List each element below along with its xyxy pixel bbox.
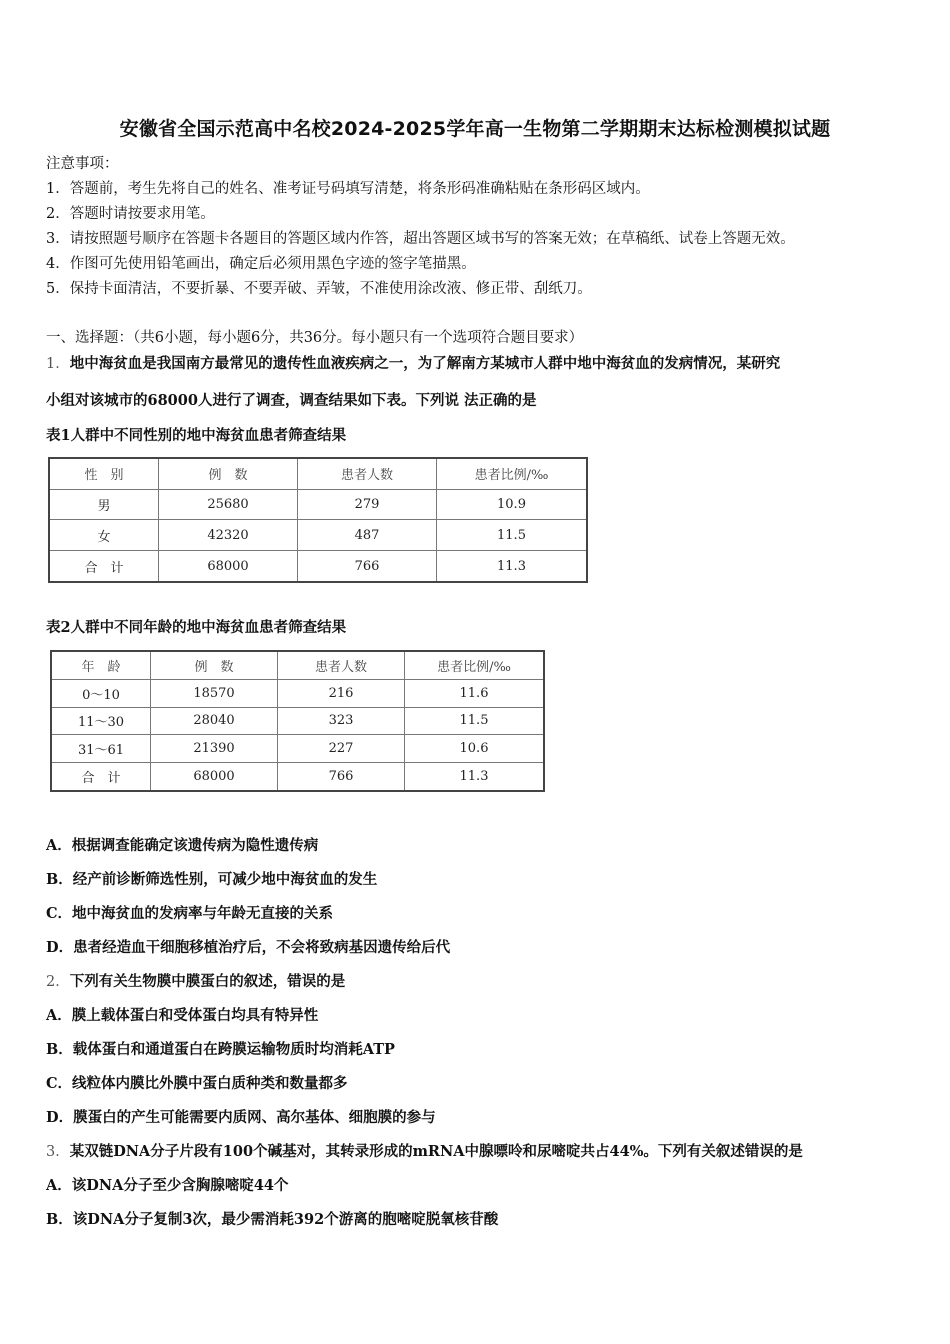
table-cell: 42320	[159, 520, 298, 551]
page-title: 安徽省全国示范高中名校2024-2025学年高一生物第二学期期末达标检测模拟试题	[119, 118, 831, 140]
option-letter: A．	[46, 1007, 72, 1024]
q1-stem-line1	[46, 352, 780, 373]
table-cell: 279	[298, 489, 437, 520]
table-cell: 11～30	[51, 707, 151, 735]
table-row	[51, 763, 544, 791]
q3-number: 3．	[46, 1144, 70, 1160]
q1-stem-line2: 小组对该城市的68000人进行了调查，调查结果如下表。下列说 法正确的是	[46, 392, 537, 409]
table-cell: 11.3	[405, 763, 545, 791]
q1-stem-text: 地中海贫血是我国南方最常见的遗传性血液疾病之一，为了解南方某城市人群中地中海贫血的发病情况，某研究	[69, 355, 781, 372]
table-row	[49, 551, 587, 582]
table-cell: 女	[49, 520, 159, 551]
q1-option-c	[46, 902, 333, 923]
option-text: 患者经造血干细胞移植治疗后，不会将致病基因遗传给后代	[73, 939, 451, 956]
table-cell: 11.5	[437, 520, 588, 551]
q2-option-a	[46, 1004, 318, 1025]
option-text: 该DNA分子至少含胸腺嘧啶44个	[71, 1177, 289, 1194]
q3-stem	[46, 1140, 803, 1161]
option-letter: A．	[46, 1177, 72, 1194]
table1-header: 患者人数	[298, 458, 437, 489]
option-letter: D．	[46, 939, 74, 956]
table-cell: 11.3	[437, 551, 588, 582]
option-letter: B．	[46, 1041, 73, 1058]
notice-item-1: 1．答题前，考生先将自己的姓名、准考证号码填写清楚，将条形码准确粘贴在条形码区域内。	[46, 181, 650, 197]
table1-header: 性 别	[49, 458, 159, 489]
table-cell: 68000	[151, 763, 278, 791]
table-row	[51, 679, 544, 707]
table-cell: 766	[298, 551, 437, 582]
table2-header: 例 数	[151, 651, 278, 679]
option-letter: D．	[46, 1109, 74, 1126]
table1-header: 例 数	[159, 458, 298, 489]
notice-item-3: 3．请按照题号顺序在答题卡各题目的答题区域内作答，超出答题区域书写的答案无效；在草稿纸、试卷上答题无效。	[46, 231, 795, 247]
notice-item-4: 4．作图可先使用铅笔画出，确定后必须用黑色字迹的签字笔描黑。	[46, 256, 476, 272]
table-cell: 227	[278, 735, 405, 763]
q2-option-b	[46, 1038, 395, 1059]
table-cell: 28040	[151, 707, 278, 735]
table-cell: 323	[278, 707, 405, 735]
notice-item-5: 5．保持卡面清洁，不要折暴、不要弄破、弄皱，不准使用涂改液、修正带、刮纸刀。	[46, 281, 592, 297]
table1-header-row	[49, 458, 587, 489]
q3-option-a	[46, 1174, 289, 1195]
q2-option-c	[46, 1072, 348, 1093]
table-cell: 11.6	[405, 679, 545, 707]
table-cell: 68000	[159, 551, 298, 582]
option-text: 膜蛋白的产生可能需要内质网、高尔基体、细胞膜的参与	[73, 1109, 436, 1126]
table-row	[49, 489, 587, 520]
option-letter: B．	[46, 871, 73, 888]
table-cell: 10.9	[437, 489, 588, 520]
q2-number: 2．	[46, 974, 70, 990]
notice-heading: 注意事项：	[46, 156, 119, 172]
table-cell: 766	[278, 763, 405, 791]
table2-header-row	[51, 651, 544, 679]
section-heading: 一、选择题：（共6小题，每小题6分，共36分。每小题只有一个选项符合题目要求）	[46, 330, 584, 346]
table1-header: 患者比例/‰	[437, 458, 588, 489]
q1-option-b	[46, 868, 377, 889]
table-row	[51, 735, 544, 763]
option-text: 载体蛋白和通道蛋白在跨膜运输物质时均消耗ATP	[72, 1041, 395, 1058]
q3-option-b	[46, 1208, 498, 1229]
option-text: 膜上载体蛋白和受体蛋白均具有特异性	[71, 1007, 319, 1024]
table-cell: 合 计	[51, 763, 151, 791]
table-row	[49, 520, 587, 551]
option-text: 地中海贫血的发病率与年龄无直接的关系	[72, 905, 334, 922]
table1-caption: 表1人群中不同性别的地中海贫血患者筛查结果	[46, 427, 347, 444]
table2-header: 患者比例/‰	[405, 651, 545, 679]
option-text: 根据调查能确定该遗传病为隐性遗传病	[71, 837, 319, 854]
table2-caption: 表2人群中不同年龄的地中海贫血患者筛查结果	[46, 619, 347, 636]
table2-header: 患者人数	[278, 651, 405, 679]
table-cell: 25680	[159, 489, 298, 520]
q1-option-a	[46, 834, 318, 855]
option-text: 经产前诊断筛选性别，可减少地中海贫血的发生	[72, 871, 378, 888]
table2	[50, 650, 545, 792]
table-cell: 10.6	[405, 735, 545, 763]
notice-item-2: 2．答题时请按要求用笔。	[46, 206, 215, 222]
table-cell: 21390	[151, 735, 278, 763]
q2-option-d	[46, 1106, 436, 1127]
table2-header: 年 龄	[51, 651, 151, 679]
option-letter: C．	[46, 905, 73, 922]
table-cell: 18570	[151, 679, 278, 707]
q2-stem	[46, 970, 345, 991]
option-letter: A．	[46, 837, 72, 854]
q2-stem-text: 下列有关生物膜中膜蛋白的叙述，错误的是	[69, 973, 346, 990]
q1-number: 1．	[46, 356, 70, 372]
table-cell: 11.5	[405, 707, 545, 735]
option-text: 该DNA分子复制3次，最少需消耗392个游离的胞嘧啶脱氧核苷酸	[72, 1211, 499, 1228]
table-cell: 合 计	[49, 551, 159, 582]
table-row	[51, 707, 544, 735]
table-cell: 216	[278, 679, 405, 707]
option-text: 线粒体内膜比外膜中蛋白质种类和数量都多	[72, 1075, 348, 1092]
option-letter: B．	[46, 1211, 73, 1228]
table-cell: 31～61	[51, 735, 151, 763]
q3-stem-text: 某双链DNA分子片段有100个碱基对，其转录形成的mRNA中腺嘌呤和尿嘧啶共占44%。下列有关叙述错误的是	[69, 1143, 803, 1160]
table1	[48, 457, 588, 583]
option-letter: C．	[46, 1075, 73, 1092]
table-cell: 487	[298, 520, 437, 551]
table-cell: 男	[49, 489, 159, 520]
table-cell: 0～10	[51, 679, 151, 707]
q1-option-d	[46, 936, 450, 957]
